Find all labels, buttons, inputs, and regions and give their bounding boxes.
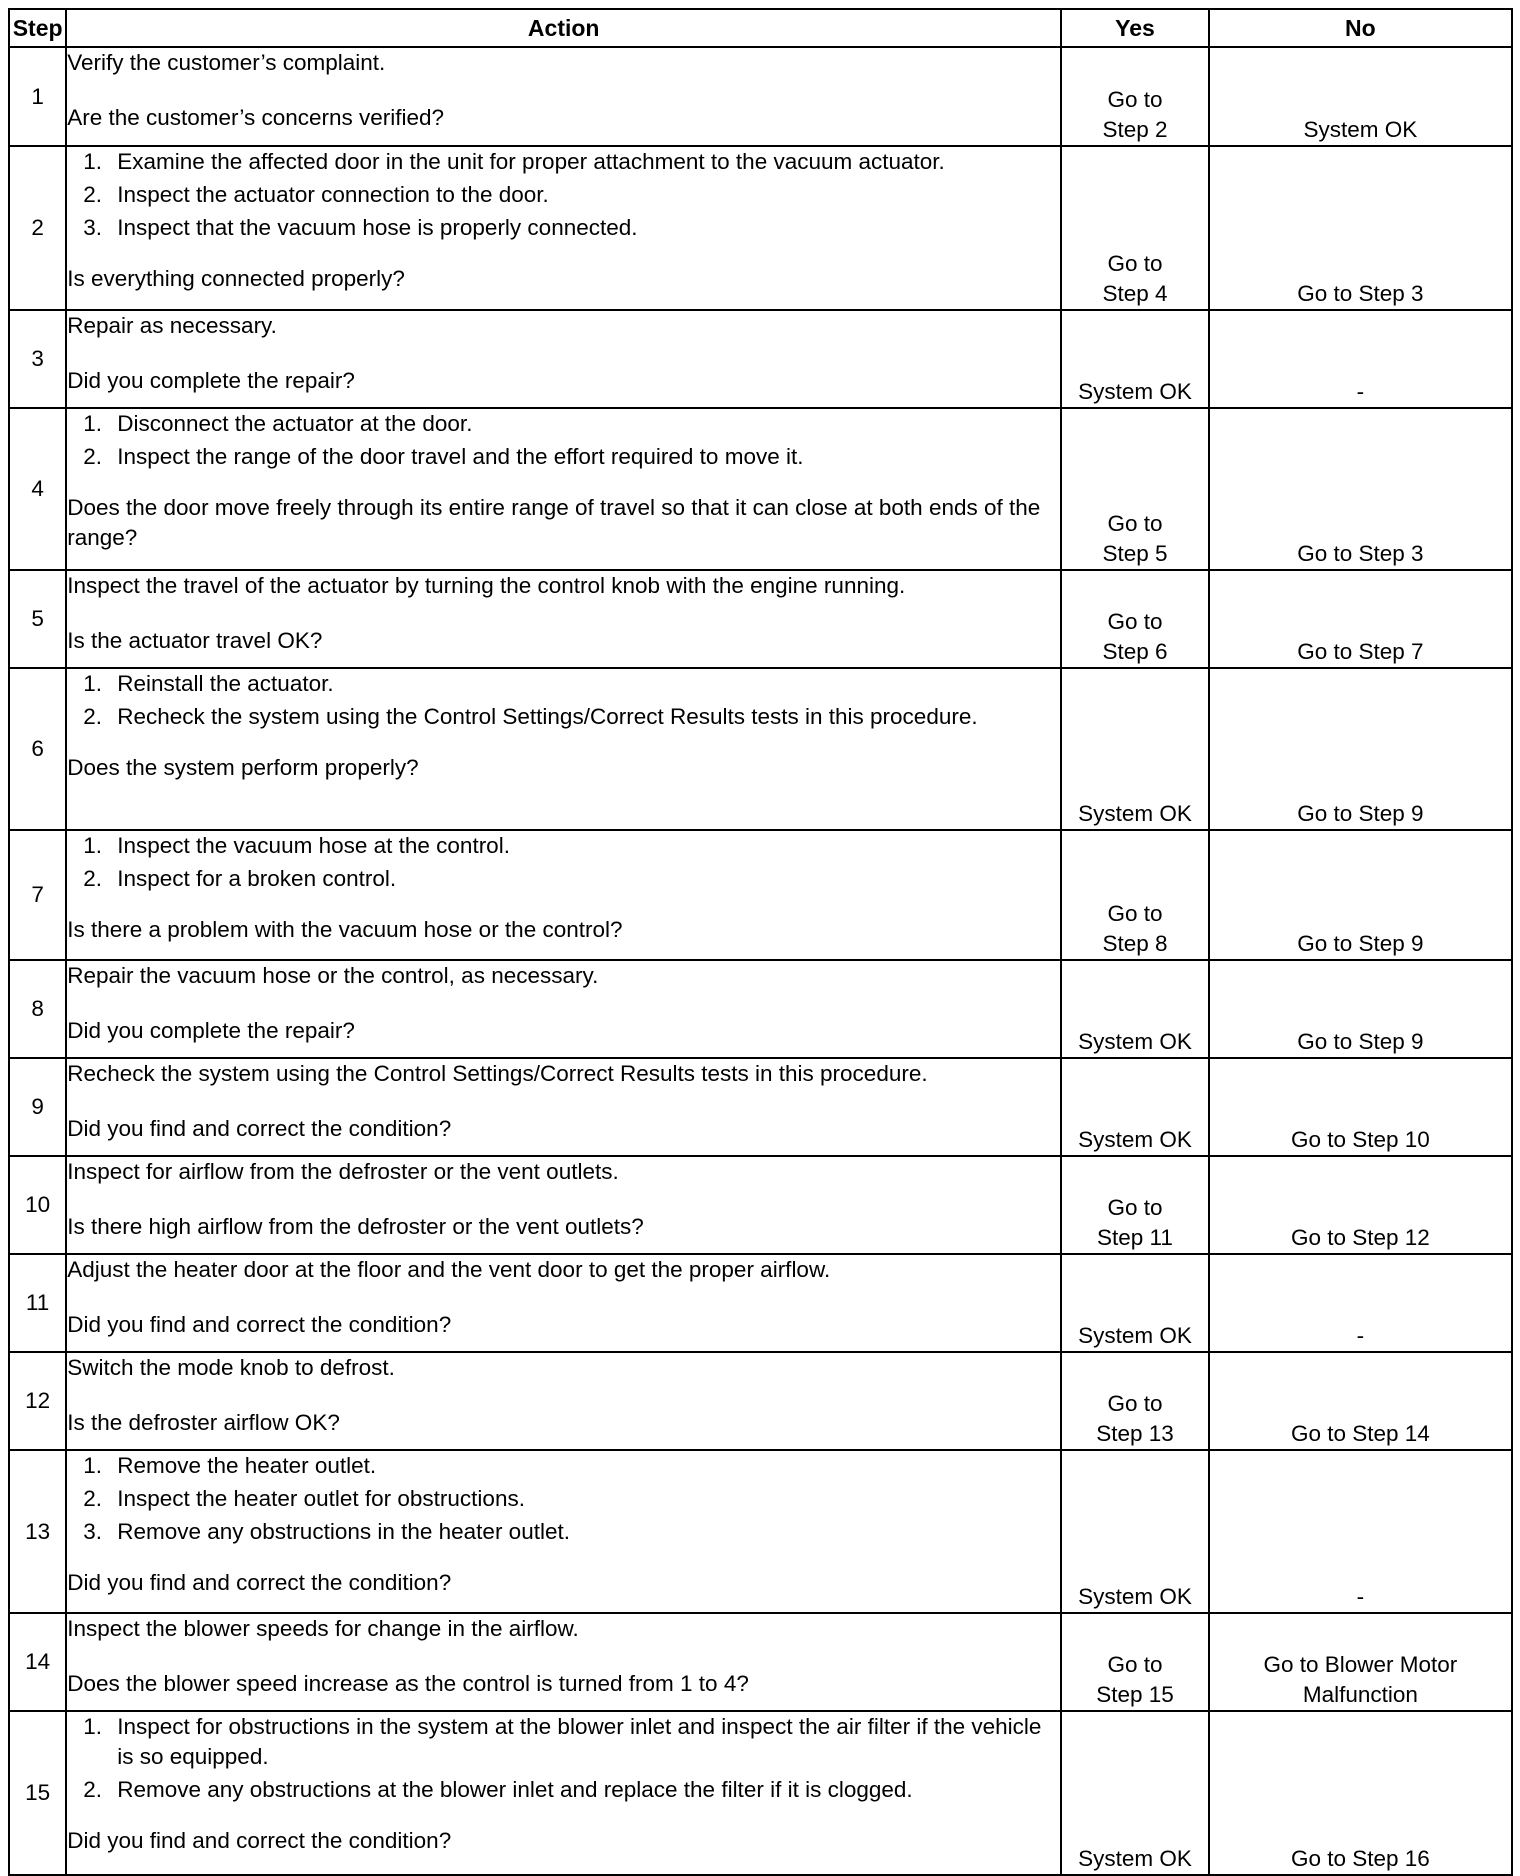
table-row <box>9 1156 1512 1254</box>
step-number: 2 <box>9 146 66 310</box>
yes-result-line: Step 2 <box>1102 117 1168 142</box>
spacer <box>67 601 1060 626</box>
action-cell <box>66 47 1061 146</box>
substep-text: Remove any obstructions in the heater outlet. <box>117 1519 570 1544</box>
table-row <box>9 830 1512 960</box>
step-number: 10 <box>9 1156 66 1254</box>
substep-number: 2. <box>83 1777 102 1802</box>
yes-result <box>1061 47 1209 146</box>
substep-number: 3. <box>83 1519 102 1544</box>
action-instruction: Inspect the blower speeds for change in the airflow. <box>67 1616 579 1641</box>
spacer <box>67 735 1060 753</box>
no-result <box>1209 1613 1512 1711</box>
yes-result-line: System OK <box>1078 1127 1192 1152</box>
yes-result-line: System OK <box>1078 1323 1192 1348</box>
yes-result-line: Go to <box>1107 511 1163 536</box>
yes-result-line: Go to <box>1107 1652 1163 1677</box>
yes-result-line: Go to <box>1107 901 1163 926</box>
action-question: Did you complete the repair? <box>67 1018 355 1043</box>
table-body <box>9 47 1512 1875</box>
yes-result-line: Go to <box>1107 609 1163 634</box>
no-result-line: Go to Blower Motor <box>1263 1652 1458 1677</box>
yes-result-line: Step 8 <box>1102 931 1168 956</box>
yes-result-line: Step 15 <box>1096 1682 1174 1707</box>
no-result-line: Go to Step 10 <box>1290 1127 1430 1152</box>
step-number: 8 <box>9 960 66 1058</box>
substep-text: Inspect the vacuum hose at the control. <box>117 833 510 858</box>
action-substep <box>67 442 1060 472</box>
spacer <box>67 1550 1060 1568</box>
action-substep <box>67 1517 1060 1547</box>
action-cell <box>66 146 1061 310</box>
no-result <box>1209 1352 1512 1450</box>
yes-result <box>1061 1450 1209 1613</box>
spacer <box>67 78 1060 103</box>
yes-result-line: System OK <box>1078 1029 1192 1054</box>
substep-text: Reinstall the actuator. <box>117 671 334 696</box>
action-cell <box>66 668 1061 830</box>
substep-number: 1. <box>83 1714 102 1739</box>
yes-result-line: System OK <box>1078 1584 1192 1609</box>
yes-result <box>1061 1156 1209 1254</box>
substep-number: 1. <box>83 1453 102 1478</box>
yes-result-line: Step 6 <box>1102 639 1168 664</box>
substep-text: Inspect for a broken control. <box>117 866 397 891</box>
no-result-line: Go to Step 14 <box>1290 1421 1430 1446</box>
substep-number: 2. <box>83 1486 102 1511</box>
no-result-line: - <box>1356 1323 1365 1348</box>
action-substep <box>67 409 1060 439</box>
no-result <box>1209 1156 1512 1254</box>
action-question: Did you find and correct the condition? <box>67 1570 452 1595</box>
no-result <box>1209 1254 1512 1352</box>
no-result-line: Malfunction <box>1302 1682 1418 1707</box>
spacer <box>67 1187 1060 1212</box>
no-result <box>1209 1450 1512 1613</box>
action-instruction: Switch the mode knob to defrost. <box>67 1355 395 1380</box>
yes-result <box>1061 408 1209 570</box>
spacer <box>67 341 1060 366</box>
action-cell <box>66 1254 1061 1352</box>
yes-result <box>1061 1352 1209 1450</box>
action-substep <box>67 1484 1060 1514</box>
no-result <box>1209 960 1512 1058</box>
yes-result-line: Step 5 <box>1102 541 1168 566</box>
yes-result <box>1061 668 1209 830</box>
action-cell <box>66 408 1061 570</box>
yes-result-line: Step 13 <box>1096 1421 1174 1446</box>
spacer <box>67 1089 1060 1114</box>
action-cell <box>66 830 1061 960</box>
action-question: Is everything connected properly? <box>67 266 405 291</box>
step-number: 11 <box>9 1254 66 1352</box>
action-substep <box>67 1712 1060 1772</box>
action-question: Did you find and correct the condition? <box>67 1312 452 1337</box>
yes-result <box>1061 310 1209 408</box>
action-cell <box>66 1613 1061 1711</box>
no-result <box>1209 146 1512 310</box>
no-result <box>1209 310 1512 408</box>
substep-number: 1. <box>83 149 102 174</box>
action-question: Does the door move freely through its entire range of travel so that it can close at both ends of the range? <box>67 495 1041 550</box>
action-cell <box>66 1711 1061 1875</box>
action-substep <box>67 147 1060 177</box>
substep-text: Disconnect the actuator at the door. <box>117 411 473 436</box>
action-substep <box>67 1451 1060 1481</box>
action-instruction: Adjust the heater door at the floor and the vent door to get the proper airflow. <box>67 1257 831 1282</box>
substep-text: Remove the heater outlet. <box>117 1453 377 1478</box>
no-result-line: - <box>1356 1584 1365 1609</box>
substep-number: 1. <box>83 671 102 696</box>
step-number: 3 <box>9 310 66 408</box>
action-substep <box>67 831 1060 861</box>
no-result <box>1209 570 1512 668</box>
header-step: Step <box>9 9 66 47</box>
yes-result <box>1061 960 1209 1058</box>
yes-result <box>1061 1254 1209 1352</box>
yes-result <box>1061 146 1209 310</box>
action-question: Did you find and correct the condition? <box>67 1828 452 1853</box>
action-substeps <box>67 831 1060 894</box>
step-number: 15 <box>9 1711 66 1875</box>
table-row <box>9 1352 1512 1450</box>
yes-result <box>1061 830 1209 960</box>
no-result <box>1209 47 1512 146</box>
header-action: Action <box>66 9 1061 47</box>
no-result <box>1209 1058 1512 1156</box>
action-question: Does the system perform properly? <box>67 755 419 780</box>
action-question: Are the customer’s concerns verified? <box>67 105 445 130</box>
action-question: Is there a problem with the vacuum hose or the control? <box>67 917 623 942</box>
step-number: 6 <box>9 668 66 830</box>
substep-text: Inspect the range of the door travel and the effort required to move it. <box>117 444 804 469</box>
table-row <box>9 1711 1512 1875</box>
action-substep <box>67 669 1060 699</box>
action-substeps <box>67 409 1060 472</box>
no-result-line: - <box>1356 379 1365 404</box>
substep-text: Inspect for obstructions in the system at the blower inlet and inspect the air filter if the vehicle is so equipped. <box>117 1714 1042 1769</box>
action-substep <box>67 180 1060 210</box>
substep-number: 2. <box>83 704 102 729</box>
table-row <box>9 570 1512 668</box>
header-row <box>9 9 1512 47</box>
spacer <box>67 897 1060 915</box>
action-question: Did you complete the repair? <box>67 368 355 393</box>
yes-result <box>1061 1613 1209 1711</box>
step-number: 14 <box>9 1613 66 1711</box>
spacer <box>67 246 1060 264</box>
action-substep <box>67 213 1060 243</box>
substep-text: Remove any obstructions at the blower inlet and replace the filter if it is clogged. <box>117 1777 913 1802</box>
table-row <box>9 960 1512 1058</box>
action-substeps <box>67 1712 1060 1805</box>
action-substeps <box>67 1451 1060 1547</box>
spacer <box>67 1383 1060 1408</box>
table-row <box>9 1254 1512 1352</box>
action-substep <box>67 702 1060 732</box>
yes-result <box>1061 1058 1209 1156</box>
yes-result <box>1061 1711 1209 1875</box>
yes-result-line: System OK <box>1078 801 1192 826</box>
yes-result-line: Go to <box>1107 1195 1163 1220</box>
action-question: Is there high airflow from the defroster or the vent outlets? <box>67 1214 644 1239</box>
no-result-line: Go to Step 7 <box>1297 639 1424 664</box>
substep-text: Recheck the system using the Control Settings/Correct Results tests in this procedure. <box>117 704 978 729</box>
action-cell <box>66 960 1061 1058</box>
action-cell <box>66 1156 1061 1254</box>
step-number: 12 <box>9 1352 66 1450</box>
spacer <box>67 1644 1060 1669</box>
step-number: 5 <box>9 570 66 668</box>
no-result <box>1209 1711 1512 1875</box>
table-row <box>9 310 1512 408</box>
no-result <box>1209 830 1512 960</box>
substep-text: Inspect that the vacuum hose is properly connected. <box>117 215 638 240</box>
yes-result <box>1061 570 1209 668</box>
no-result <box>1209 408 1512 570</box>
table-row <box>9 146 1512 310</box>
action-substep <box>67 864 1060 894</box>
step-number: 4 <box>9 408 66 570</box>
yes-result-line: System OK <box>1078 1846 1192 1871</box>
action-cell <box>66 1058 1061 1156</box>
action-question: Is the defroster airflow OK? <box>67 1410 340 1435</box>
action-cell <box>66 570 1061 668</box>
action-instruction: Repair the vacuum hose or the control, as necessary. <box>67 963 599 988</box>
table-row <box>9 1058 1512 1156</box>
action-instruction: Recheck the system using the Control Settings/Correct Results tests in this procedure. <box>67 1061 928 1086</box>
substep-number: 3. <box>83 215 102 240</box>
action-cell <box>66 1352 1061 1450</box>
substep-number: 1. <box>83 833 102 858</box>
spacer <box>67 1808 1060 1826</box>
spacer <box>67 1285 1060 1310</box>
yes-result-line: System OK <box>1078 379 1192 404</box>
spacer <box>67 475 1060 493</box>
action-question: Did you find and correct the condition? <box>67 1116 452 1141</box>
substep-number: 2. <box>83 444 102 469</box>
no-result-line: Go to Step 9 <box>1297 931 1424 956</box>
action-instruction: Inspect for airflow from the defroster or the vent outlets. <box>67 1159 619 1184</box>
yes-result-line: Go to <box>1107 87 1163 112</box>
table-row <box>9 1450 1512 1613</box>
substep-text: Examine the affected door in the unit for proper attachment to the vacuum actuator. <box>117 149 945 174</box>
yes-result-line: Go to <box>1107 251 1163 276</box>
spacer <box>67 991 1060 1016</box>
diagnostic-table <box>8 8 1513 1876</box>
yes-result-line: Step 4 <box>1102 281 1168 306</box>
step-number: 7 <box>9 830 66 960</box>
action-question: Is the actuator travel OK? <box>67 628 323 653</box>
table-row <box>9 1613 1512 1711</box>
action-instruction: Inspect the travel of the actuator by turning the control knob with the engine running. <box>67 573 906 598</box>
action-cell <box>66 310 1061 408</box>
action-instruction: Verify the customer’s complaint. <box>67 50 386 75</box>
table-row <box>9 408 1512 570</box>
header-no: No <box>1209 9 1512 47</box>
no-result-line: Go to Step 16 <box>1290 1846 1430 1871</box>
substep-text: Inspect the heater outlet for obstructions. <box>117 1486 525 1511</box>
substep-number: 1. <box>83 411 102 436</box>
no-result-line: Go to Step 3 <box>1297 541 1424 566</box>
table-row <box>9 668 1512 830</box>
step-number: 1 <box>9 47 66 146</box>
no-result-line: Go to Step 12 <box>1290 1225 1430 1250</box>
no-result <box>1209 668 1512 830</box>
no-result-line: Go to Step 3 <box>1297 281 1424 306</box>
yes-result-line: Go to <box>1107 1391 1163 1416</box>
action-instruction: Repair as necessary. <box>67 313 277 338</box>
header-yes: Yes <box>1061 9 1209 47</box>
substep-number: 2. <box>83 182 102 207</box>
substep-text: Inspect the actuator connection to the door. <box>117 182 549 207</box>
step-number: 9 <box>9 1058 66 1156</box>
step-number: 13 <box>9 1450 66 1613</box>
no-result-line: Go to Step 9 <box>1297 801 1424 826</box>
yes-result-line: Step 11 <box>1097 1225 1173 1250</box>
action-substep <box>67 1775 1060 1805</box>
action-question: Does the blower speed increase as the control is turned from 1 to 4? <box>67 1671 749 1696</box>
action-cell <box>66 1450 1061 1613</box>
table-row <box>9 47 1512 146</box>
no-result-line: Go to Step 9 <box>1297 1029 1424 1054</box>
action-substeps <box>67 669 1060 732</box>
substep-number: 2. <box>83 866 102 891</box>
action-substeps <box>67 147 1060 243</box>
no-result-line: System OK <box>1303 117 1418 142</box>
